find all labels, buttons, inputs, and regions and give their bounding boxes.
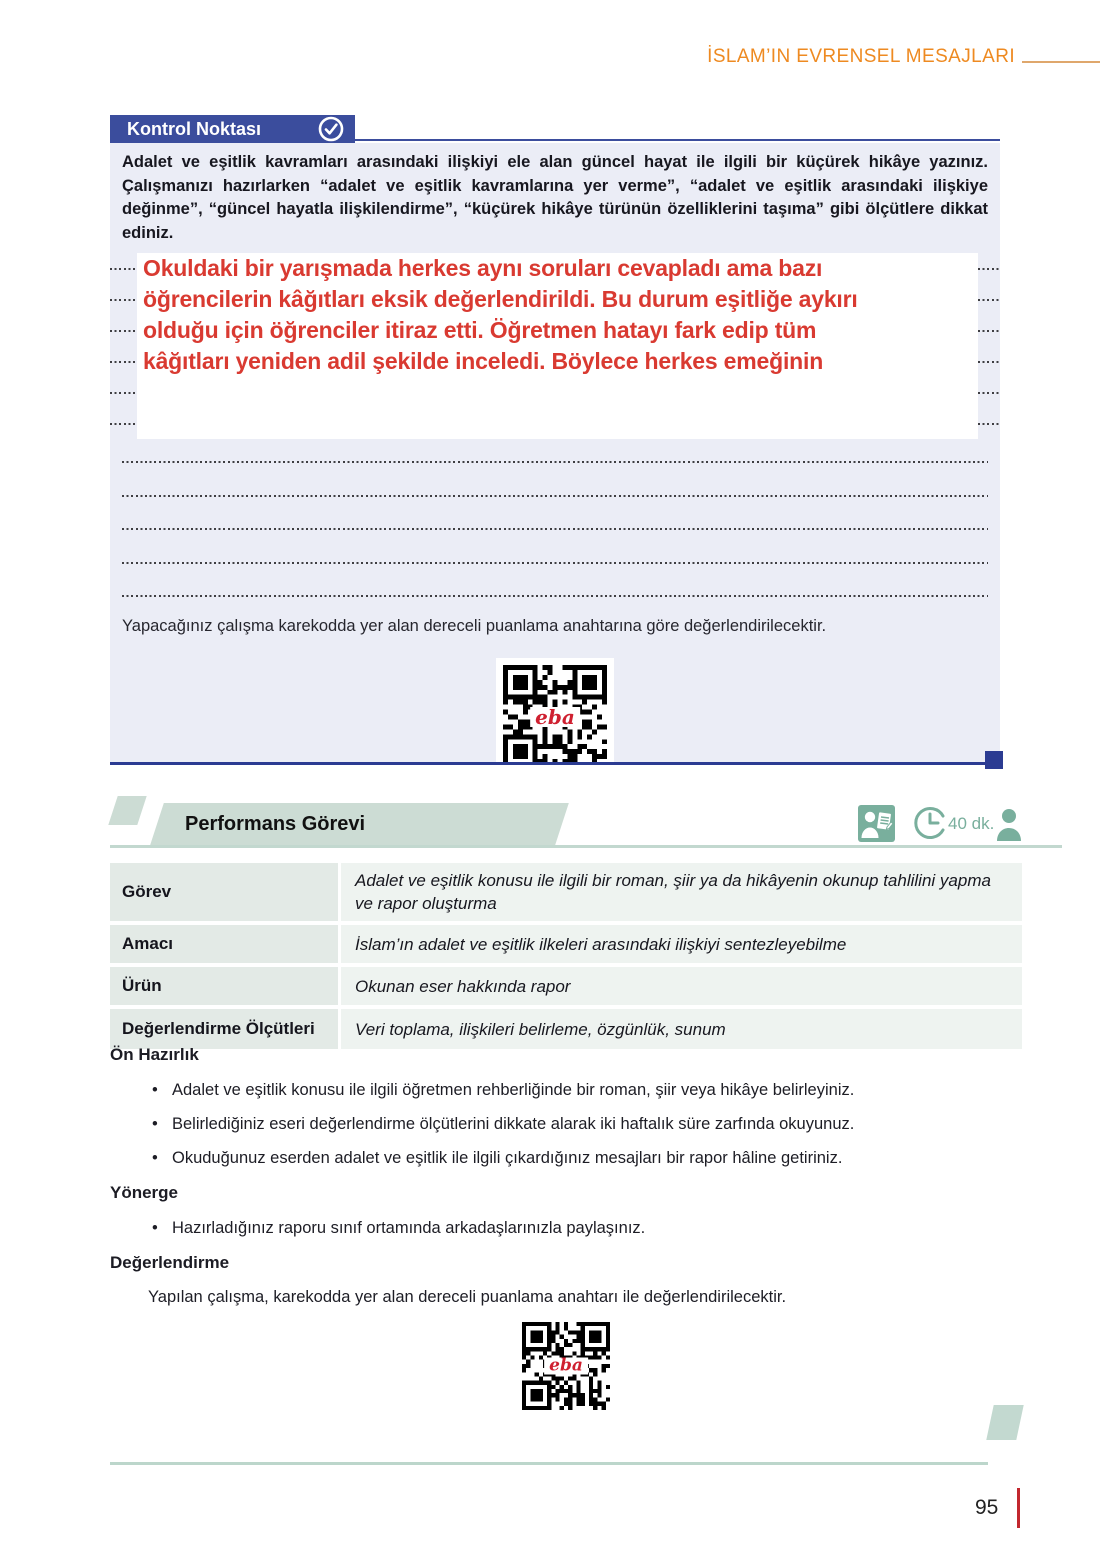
yonerge-list: [150, 1219, 1022, 1238]
table-row: [110, 967, 1022, 1005]
answer-line-empty: [110, 408, 1000, 439]
dotted-line-fragment: [110, 423, 137, 425]
dotted-line-fragment: [978, 423, 1000, 425]
page-number-rule: [1017, 1488, 1020, 1528]
answer-line: [110, 377, 1000, 408]
panel-corner-square: [985, 751, 1003, 769]
list-item: • Belirlediğiniz eseri değerlendirme ölçütlerini dikkate alarak iki haftalık süre zarfında okuyunuz.: [150, 1115, 1022, 1134]
answer-text: Okuldaki bir yarışmada herkes aynı soruları cevapladı ama bazı: [137, 253, 978, 284]
answer-text-empty: [137, 408, 978, 439]
answer-text: [137, 377, 978, 408]
answer-line: [110, 315, 1000, 346]
yonerge-heading: Yönerge: [110, 1183, 179, 1202]
answer-text: olduğu için öğrenciler itiraz etti. Öğretmen hatayı fark edip tüm: [137, 315, 978, 346]
table-row-label: Ürün: [110, 967, 338, 1005]
on-hazirlik-heading: Ön Hazırlık: [110, 1045, 199, 1064]
person-icon: [994, 808, 1024, 841]
table-row-label: Görev: [110, 863, 338, 921]
eba-logo: eba: [530, 707, 580, 727]
writing-line: [122, 562, 988, 564]
footer-decor-chip: [986, 1405, 1023, 1440]
header-rule: [1022, 61, 1100, 63]
performans-band-rule: [110, 845, 1062, 848]
degerlendirme-heading: Değerlendirme: [110, 1253, 230, 1272]
performans-table: [110, 863, 1022, 1053]
dotted-line-fragment: [110, 268, 137, 270]
qr-code-kontrol: [496, 658, 614, 765]
kontrol-title-rule: [355, 139, 1000, 141]
writing-line: [122, 595, 988, 597]
dotted-line-fragment: [110, 299, 137, 301]
dotted-line-fragment: [978, 268, 1000, 270]
dotted-line-fragment: [110, 392, 137, 394]
answer-text: öğrencilerin kâğıtları eksik değerlendirildi. Bu durum eşitliğe aykırı: [137, 284, 978, 315]
kontrol-instructions: Adalet ve eşitlik kavramları arasındaki ilişkiyi ele alan güncel hayat ile ilgili bir küçürek hikâye yazınız. Çalışmanızı hazırlarken “adalet ve eşitlik kavramlarına yer verme”, “adalet ve eşitlik arasındaki ilişkiye değinme”, “güncel hayatla ilişkilendirme”, “küçürek hikâye türünün özelliklerini taşıma” gibi ölçütlere dikkat ediniz.: [122, 153, 988, 242]
performans-gorevi-band: [150, 803, 569, 845]
table-row-value: Adalet ve eşitlik konusu ile ilgili bir roman, şiir ya da hikâyenin okunup tahlilini yapma ve rapor oluşturma: [341, 863, 1022, 921]
writing-line: [122, 495, 988, 497]
list-item: • Okuduğunuz eserden adalet ve eşitlik ile ilgili çıkardığınız mesajları bir rapor hâline getiriniz.: [150, 1149, 1022, 1168]
page-header-title: İSLAM’IN EVRENSEL MESAJLARI: [707, 46, 1015, 67]
table-row: [110, 925, 1022, 963]
handwritten-answer-block: [110, 253, 1000, 439]
page-number: 95: [975, 1496, 999, 1519]
performans-gorevi-title: Performans Görevi: [185, 813, 366, 835]
footer-rule: [110, 1462, 988, 1465]
band-decor-chip: [108, 796, 146, 825]
list-item: • Adalet ve eşitlik konusu ile ilgili öğretmen rehberliğinde bir roman, şiir veya hikâye belirleyiniz.: [150, 1081, 1022, 1100]
on-hazirlik-list: [150, 1081, 1022, 1168]
dotted-line-fragment: [978, 392, 1000, 394]
performans-details: [110, 1045, 1022, 1417]
checkmark-icon: [316, 114, 346, 144]
table-row-label: Amacı: [110, 925, 338, 963]
dotted-line-fragment: [978, 299, 1000, 301]
table-row-value: Veri toplama, ilişkileri belirleme, özgünlük, sunum: [341, 1009, 1022, 1049]
clock-icon: [913, 806, 947, 840]
degerlendirme-text: Yapılan çalışma, karekodda yer alan dereceli puanlama anahtarı ile değerlendirilecektir.: [148, 1288, 787, 1306]
writing-line: [122, 461, 988, 463]
kontrol-noktasi-title: Kontrol Noktası: [127, 119, 262, 139]
kontrol-noktasi-panel: [110, 143, 1000, 765]
dotted-line-fragment: [110, 361, 137, 363]
answer-text: kâğıtları yeniden adil şekilde inceledi. Böylece herkes emeğinin: [137, 346, 978, 377]
dotted-line-fragment: [978, 330, 1000, 332]
dotted-line-fragment: [110, 330, 137, 332]
list-item: • Hazırladığınız raporu sınıf ortamında arkadaşlarınızla paylaşınız.: [150, 1219, 1022, 1238]
kontrol-evaluation-note: Yapacağınız çalışma karekodda yer alan dereceli puanlama anahtarına göre değerlendirilecektir.: [122, 617, 827, 635]
eba-logo: eba: [544, 1358, 588, 1375]
answer-line: [110, 253, 1000, 284]
table-row-label: Değerlendirme Ölçütleri: [110, 1009, 338, 1049]
duration-label: 40 dk.: [948, 814, 995, 833]
writing-line: [122, 528, 988, 530]
table-row: [110, 863, 1022, 921]
table-row-value: Okunan eser hakkında rapor: [341, 967, 1022, 1005]
answer-line: [110, 284, 1000, 315]
table-row: [110, 1009, 1022, 1049]
individual-work-icon: [858, 805, 895, 842]
qr-code-performans: [515, 1315, 617, 1417]
dotted-line-fragment: [978, 361, 1000, 363]
answer-line: [110, 346, 1000, 377]
table-row-value: İslam’ın adalet ve eşitlik ilkeleri arasındaki ilişkiyi sentezleyebilme: [341, 925, 1022, 963]
